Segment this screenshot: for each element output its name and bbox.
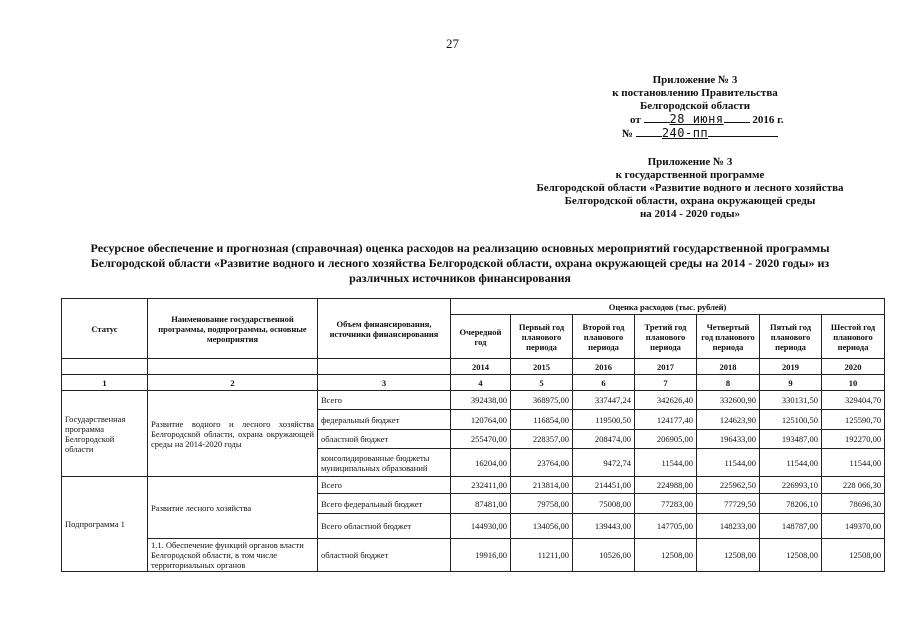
value-cell: 208474,00 [573, 430, 635, 449]
value-cell: 329404,70 [822, 391, 885, 410]
column-number: 4 [451, 375, 511, 391]
header-year: 2016 [573, 359, 635, 375]
value-cell: 77729,50 [697, 494, 760, 514]
appendix-line: к постановлению Правительства [612, 87, 778, 99]
value-cell: 87481,00 [451, 494, 511, 514]
page-number: 27 [446, 36, 459, 51]
header-period: Четвертый год планового периода [697, 315, 760, 359]
value-cell: 192270,00 [822, 430, 885, 449]
government-decree-appendix [590, 74, 800, 141]
title-line: Ресурсное обеспечение и прогнозная (справочная) оценка расходов на реализацию основных мероприятий государственной программы [90, 241, 830, 255]
value-cell: 11544,00 [822, 449, 885, 477]
header-source: Объем финансирования, источники финансирования [318, 299, 451, 359]
value-cell: 9472,74 [573, 449, 635, 477]
appendix-line: Приложение № 3 [652, 74, 738, 86]
value-cell: 124623,90 [697, 410, 760, 430]
value-cell: 77283,00 [635, 494, 697, 514]
value-cell: 232411,00 [451, 477, 511, 494]
source-cell: Всего [318, 477, 451, 494]
value-cell: 23764,00 [511, 449, 573, 477]
column-number: 8 [697, 375, 760, 391]
value-cell: 79758,00 [511, 494, 573, 514]
header-year: 2018 [697, 359, 760, 375]
value-cell: 337447,24 [573, 391, 635, 410]
resource-table [61, 298, 885, 572]
value-cell: 224988,00 [635, 477, 697, 494]
date-prefix: от [630, 114, 641, 126]
appendix-line: Белгородской области «Развитие водного и лесного хозяйства [536, 182, 844, 194]
title-line: Белгородской области «Развитие водного и лесного хозяйства Белгородской области, охрана окружающей среды на 2014 - 2020 годы» из [90, 256, 830, 270]
decree-number [590, 127, 800, 141]
header-year: 2020 [822, 359, 885, 375]
column-number: 9 [760, 375, 822, 391]
value-cell: 228 066,30 [822, 477, 885, 494]
value-cell: 368975,00 [511, 391, 573, 410]
value-cell: 116854,00 [511, 410, 573, 430]
program-appendix [500, 156, 880, 221]
header-status: Статус [62, 299, 148, 359]
header-period: Очередной год [451, 315, 511, 359]
value-cell: 213814,00 [511, 477, 573, 494]
header-name: Наименование государственной программы, подпрограммы, основные мероприятия [148, 299, 318, 359]
source-cell: Всего федеральный бюджет [318, 494, 451, 514]
table-row [62, 539, 885, 572]
status-cell: Государственная программа Белгородской области [62, 391, 148, 477]
source-cell: областной бюджет [318, 430, 451, 449]
header-year: 2017 [635, 359, 697, 375]
source-cell: федеральный бюджет [318, 410, 451, 430]
value-cell: 10526,00 [573, 539, 635, 572]
value-cell: 228357,00 [511, 430, 573, 449]
value-cell: 78696,30 [822, 494, 885, 514]
column-number: 2 [148, 375, 318, 391]
value-cell: 332600,90 [697, 391, 760, 410]
status-cell: Подпрограмма 1 [62, 477, 148, 572]
source-cell: Всего областной бюджет [318, 514, 451, 539]
source-cell: областной бюджет [318, 539, 451, 572]
title-line: различных источников финансирования [349, 271, 571, 285]
value-cell: 125590,70 [822, 410, 885, 430]
value-cell: 120764,00 [451, 410, 511, 430]
header-year: 2019 [760, 359, 822, 375]
column-number: 10 [822, 375, 885, 391]
header-years-row [62, 359, 885, 375]
value-cell: 12508,00 [697, 539, 760, 572]
value-cell: 255470,00 [451, 430, 511, 449]
value-cell: 206905,00 [635, 430, 697, 449]
value-cell: 124177,40 [635, 410, 697, 430]
appendix-line: Белгородской области [639, 100, 751, 112]
value-cell: 119500,50 [573, 410, 635, 430]
value-cell: 75008,00 [573, 494, 635, 514]
handwritten-date: 28 июня [669, 112, 724, 126]
value-cell: 330131,50 [760, 391, 822, 410]
value-cell: 226993,10 [760, 477, 822, 494]
column-numbers-row [62, 375, 885, 391]
value-cell: 125100,50 [760, 410, 822, 430]
value-cell: 16204,00 [451, 449, 511, 477]
header-year: 2015 [511, 359, 573, 375]
table-row [62, 477, 885, 494]
value-cell: 342626,40 [635, 391, 697, 410]
number-prefix: № [622, 128, 634, 140]
value-cell: 144930,00 [451, 514, 511, 539]
date-suffix: 2016 г. [752, 114, 784, 126]
table-row [62, 391, 885, 410]
appendix-line: Белгородской области, охрана окружающей среды [564, 195, 816, 207]
value-cell: 19916,00 [451, 539, 511, 572]
value-cell: 11544,00 [760, 449, 822, 477]
value-cell: 12508,00 [822, 539, 885, 572]
header-year: 2014 [451, 359, 511, 375]
value-cell: 148787,00 [760, 514, 822, 539]
document-title [60, 241, 860, 286]
handwritten-number: 240-пп [661, 126, 709, 140]
value-cell: 12508,00 [635, 539, 697, 572]
header-estimate: Оценка расходов (тыс. рублей) [451, 299, 885, 315]
appendix-line: на 2014 - 2020 годы» [639, 208, 741, 220]
value-cell: 78206,10 [760, 494, 822, 514]
appendix-line: Приложение № 3 [647, 156, 733, 168]
header-period: Пятый год планового периода [760, 315, 822, 359]
value-cell: 11211,00 [511, 539, 573, 572]
value-cell: 214451,00 [573, 477, 635, 494]
value-cell: 392438,00 [451, 391, 511, 410]
source-cell: консолидированные бюджеты муниципальных образований [318, 449, 451, 477]
value-cell: 147705,00 [635, 514, 697, 539]
value-cell: 11544,00 [635, 449, 697, 477]
value-cell: 149370,00 [822, 514, 885, 539]
header-row [62, 299, 885, 315]
program-name-cell: Развитие водного и лесного хозяйства Белгородской области, охрана окружающей среды на 2014-2020 годы [148, 391, 318, 477]
column-number: 5 [511, 375, 573, 391]
value-cell: 148233,00 [697, 514, 760, 539]
header-period: Второй год планового периода [573, 315, 635, 359]
header-period: Шестой год планового периода [822, 315, 885, 359]
header-period: Третий год планового периода [635, 315, 697, 359]
column-number: 3 [318, 375, 451, 391]
source-cell: Всего [318, 391, 451, 410]
value-cell: 12508,00 [760, 539, 822, 572]
value-cell: 193487,00 [760, 430, 822, 449]
column-number: 1 [62, 375, 148, 391]
column-number: 6 [573, 375, 635, 391]
header-period: Первый год планового периода [511, 315, 573, 359]
appendix-line: к государственной программе [615, 169, 765, 181]
value-cell: 139443,00 [573, 514, 635, 539]
value-cell: 225962,50 [697, 477, 760, 494]
subprogram-name-cell: Развитие лесного хозяйства [148, 477, 318, 539]
value-cell: 196433,00 [697, 430, 760, 449]
value-cell: 11544,00 [697, 449, 760, 477]
value-cell: 134056,00 [511, 514, 573, 539]
column-number: 7 [635, 375, 697, 391]
decree-date [590, 113, 800, 127]
activity-name-cell: 1.1. Обеспечение функций органов власти Белгородской области, в том числе территориальных органов [148, 539, 318, 572]
